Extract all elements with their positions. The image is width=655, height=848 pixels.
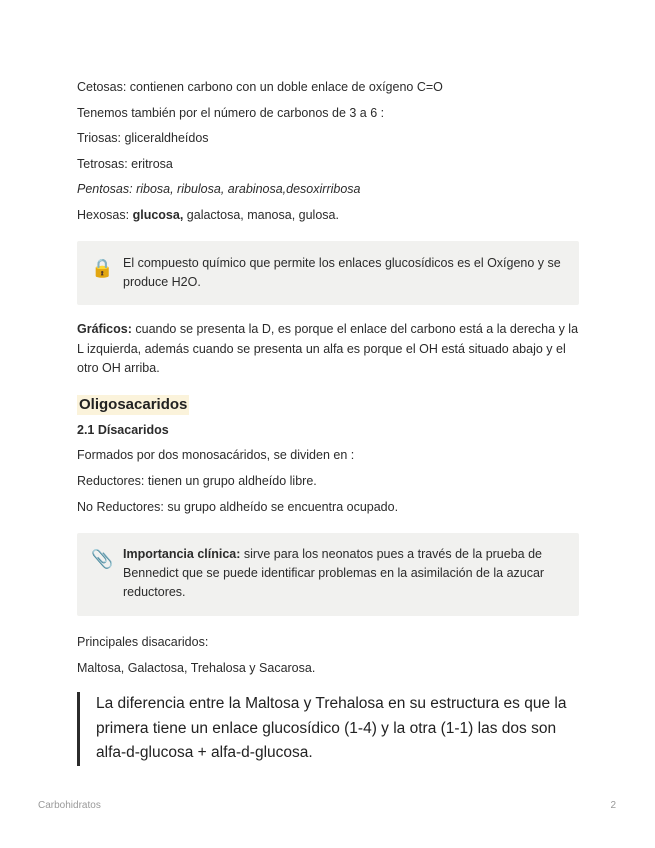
pentosas-line: Pentosas: ribosa, ribulosa, arabinosa,desoxirribosa bbox=[77, 182, 361, 196]
disacaridos-subheading: 2.1 Dísacaridos bbox=[77, 423, 169, 437]
formados-line: Formados por dos monosacáridos, se dividen en : bbox=[77, 448, 355, 462]
lock-icon: 🔒 bbox=[91, 258, 114, 278]
tenemos-line: Tenemos también por el número de carbonos de 3 a 6 : bbox=[77, 106, 385, 120]
no-reductores-line: No Reductores: su grupo aldheído se encuentra ocupado. bbox=[77, 500, 399, 514]
footer-page-number: 2 bbox=[610, 800, 616, 811]
importancia-body: sirve para los neonatos pues a través de la prueba de Bennedict que se puede identificar problemas en la asimilación de la azucar reductores. bbox=[123, 547, 545, 599]
quote-text: La diferencia entre la Maltosa y Trehalosa en su estructura es que la primera tiene un enlace glucosídico (1-4) y la otra (1-1) las dos son alfa-d-glucosa + alfa-d-glucosa. bbox=[96, 695, 567, 761]
tetrosas-line: Tetrosas: eritrosa bbox=[77, 157, 173, 171]
graficos-paragraph bbox=[77, 320, 579, 379]
callout-oxygen-text: El compuesto químico que permite los enlaces glucosídicos es el Oxígeno y se produce H2O. bbox=[123, 256, 561, 289]
graficos-text: cuando se presenta la D, es porque el enlace del carbono está a la derecha y la L izquierda, además cuando se presenta un alfa es porque el OH está situado abajo y el otro OH arriba. bbox=[77, 322, 579, 375]
importancia-label: Importancia clínica: bbox=[123, 547, 241, 561]
callout-importancia bbox=[77, 533, 579, 616]
hexosas-label: Hexosas: bbox=[77, 208, 133, 222]
hexosas-rest: galactosa, manosa, gulosa. bbox=[183, 208, 339, 222]
hexosas-bold: glucosa, bbox=[132, 208, 184, 222]
footer-title: Carbohidratos bbox=[38, 800, 101, 811]
reductores-line: Reductores: tienen un grupo aldheído libre. bbox=[77, 474, 317, 488]
hexosas-line bbox=[77, 207, 339, 223]
principales-list: Maltosa, Galactosa, Trehalosa y Sacarosa. bbox=[77, 661, 316, 675]
principales-title: Principales disacaridos: bbox=[77, 635, 209, 649]
oligosacaridos-heading: Oligosacaridos bbox=[79, 396, 188, 413]
callout-importancia-text bbox=[123, 545, 563, 602]
cetosas-line: Cetosas: contienen carbono con un doble enlace de oxígeno C=O bbox=[77, 80, 443, 94]
graficos-label: Gráficos: bbox=[77, 322, 132, 336]
paperclip-icon: 📎 bbox=[91, 549, 114, 569]
triosas-line: Triosas: gliceraldheídos bbox=[77, 131, 209, 145]
callout-oxygen bbox=[77, 241, 579, 305]
diferencia-quote bbox=[77, 692, 579, 766]
